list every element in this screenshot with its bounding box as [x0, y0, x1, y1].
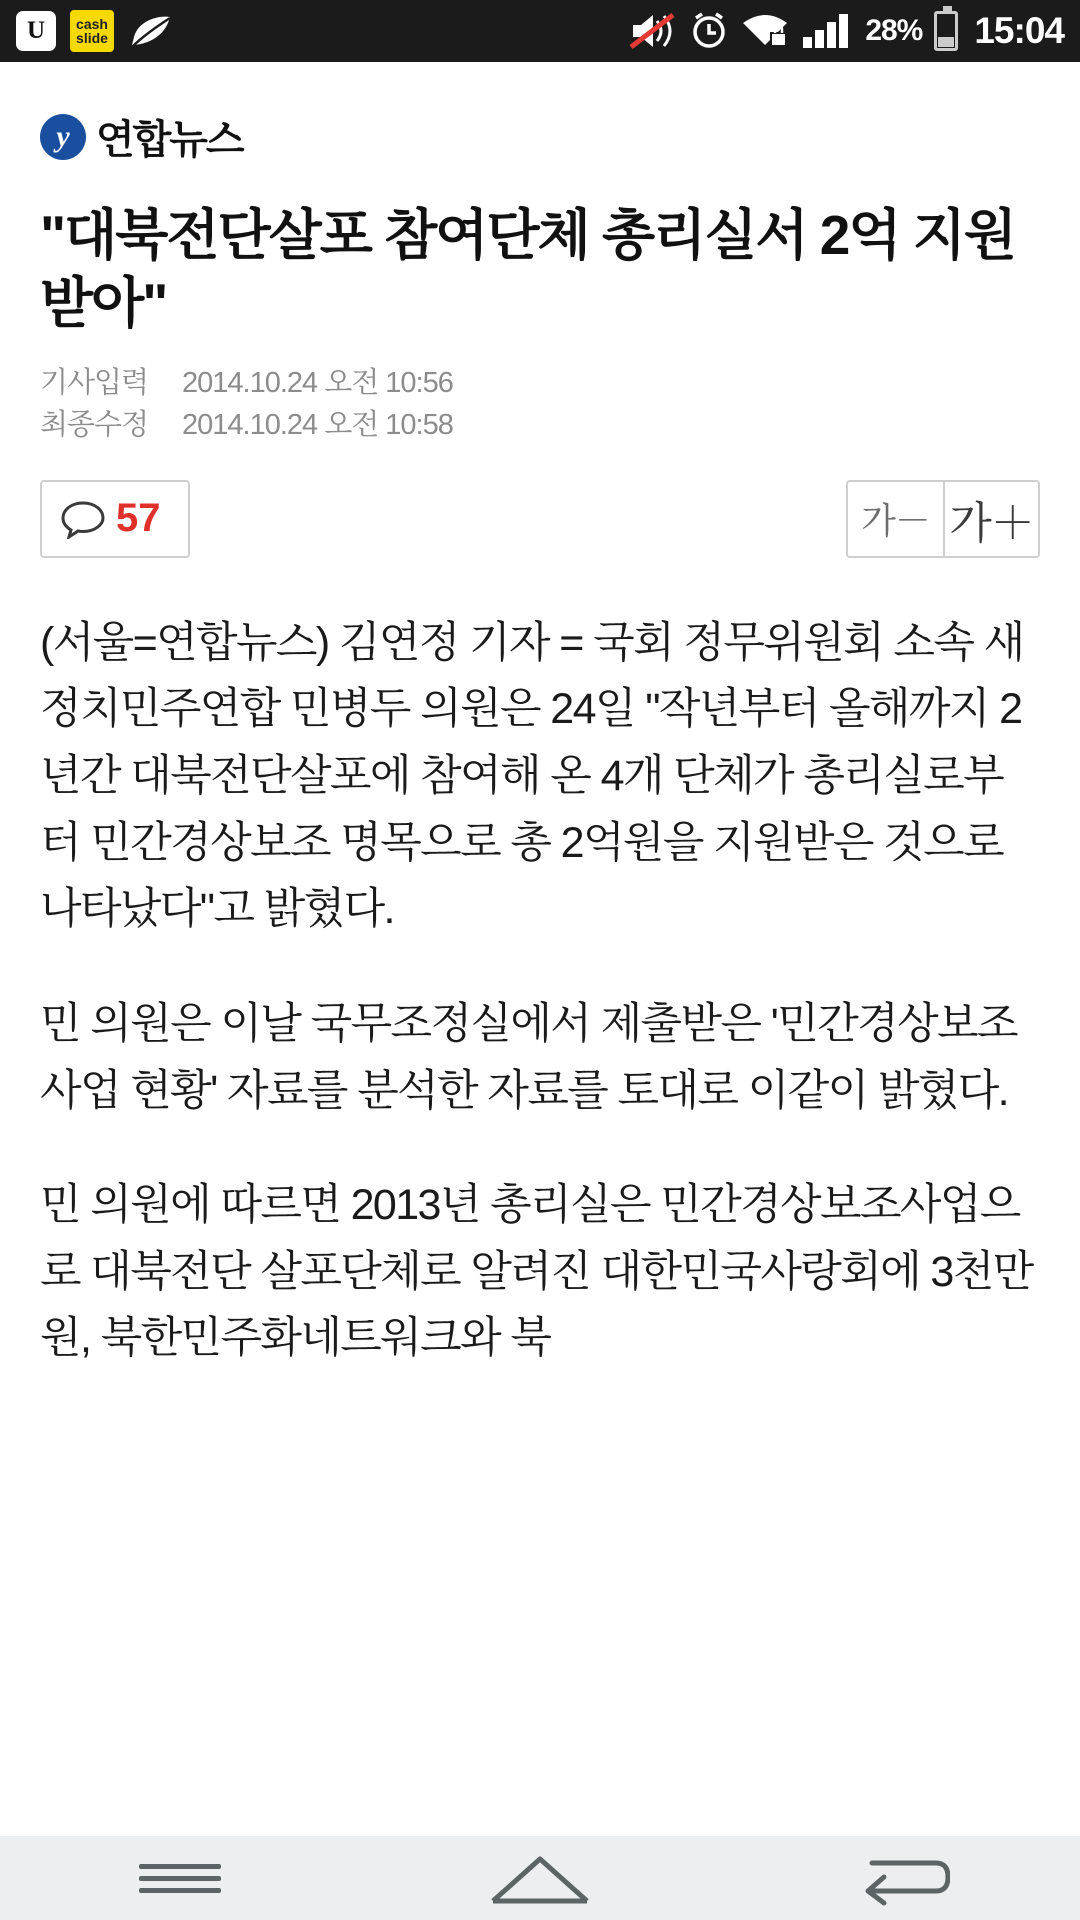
article-paragraph: (서울=연합뉴스) 김연정 기자 = 국회 정무위원회 소속 새정치민주연합 민병두 의원은 24일 "작년부터 올해까지 2년간 대북전단살포에 참여해 온 4개 단체가 총리실로부터 민간경상보조 명목으로 총 2억원을 지원받은 것으로 나타났다"고 밝혔다. [40, 618, 1024, 934]
font-increase-button[interactable]: 가＋ [943, 482, 1038, 556]
article-body [40, 610, 1040, 1372]
status-bar-clock: 15:04 [974, 10, 1064, 51]
leaf-icon [128, 11, 174, 51]
back-icon [850, 1849, 950, 1907]
system-navigation-bar [0, 1836, 1080, 1920]
meta-value-updated: 2014.10.24 오전 10:58 [182, 408, 453, 441]
source-logo[interactable] [40, 62, 1040, 165]
meta-label-published: 기사입력 [40, 367, 149, 400]
comment-bubble-icon [60, 499, 106, 539]
home-button[interactable] [360, 1849, 720, 1907]
signal-icon [801, 11, 853, 51]
menu-icon [139, 1857, 221, 1900]
article-content[interactable] [0, 62, 1080, 1836]
u-plus-icon-label: U [26, 17, 46, 44]
status-bar-left-icons [16, 10, 174, 52]
status-bar [0, 0, 1080, 62]
meta-value-published: 2014.10.24 오전 10:56 [182, 367, 453, 400]
comments-button[interactable] [40, 480, 190, 558]
article-meta [40, 363, 1040, 445]
cashslide-line1: cash [76, 16, 108, 32]
cashslide-line2: slide [76, 30, 108, 46]
alarm-icon [689, 11, 729, 51]
comment-count: 57 [116, 496, 161, 541]
battery-percent-label: 28% [865, 14, 923, 47]
menu-button[interactable] [0, 1857, 360, 1900]
font-size-controls [846, 480, 1040, 558]
mute-icon [627, 11, 677, 51]
yonhap-logo-icon [40, 114, 86, 160]
cashslide-icon [70, 10, 114, 52]
article-toolbar [40, 480, 1040, 558]
font-decrease-button[interactable]: 가－ [848, 482, 943, 556]
article-paragraph: 민 의원에 따르면 2013년 총리실은 민간경상보조사업으로 대북전단 살포단체로 알려진 대한민국사랑회에 3천만원, 북한민주화네트워크와 북 [40, 1181, 1033, 1363]
article-paragraph: 민 의원은 이날 국무조정실에서 제출받은 '민간경상보조사업 현황' 자료를 분석한 자료를 토대로 이같이 밝혔다. [40, 999, 1017, 1115]
wifi-secure-icon [741, 11, 789, 51]
home-icon [485, 1849, 595, 1907]
page-title: "대북전단살포 참여단체 총리실서 2억 지원받아" [40, 204, 1015, 335]
battery-icon [934, 11, 958, 51]
source-logo-label: 연합뉴스 [96, 118, 243, 162]
status-bar-right-icons [627, 10, 1064, 52]
meta-label-updated: 최종수정 [40, 408, 149, 441]
u-plus-icon [16, 11, 56, 51]
meta-row-published [40, 363, 1040, 404]
meta-row-updated [40, 405, 1040, 446]
back-button[interactable] [720, 1849, 1080, 1907]
yonhap-logo-mark-label: y [56, 119, 70, 153]
